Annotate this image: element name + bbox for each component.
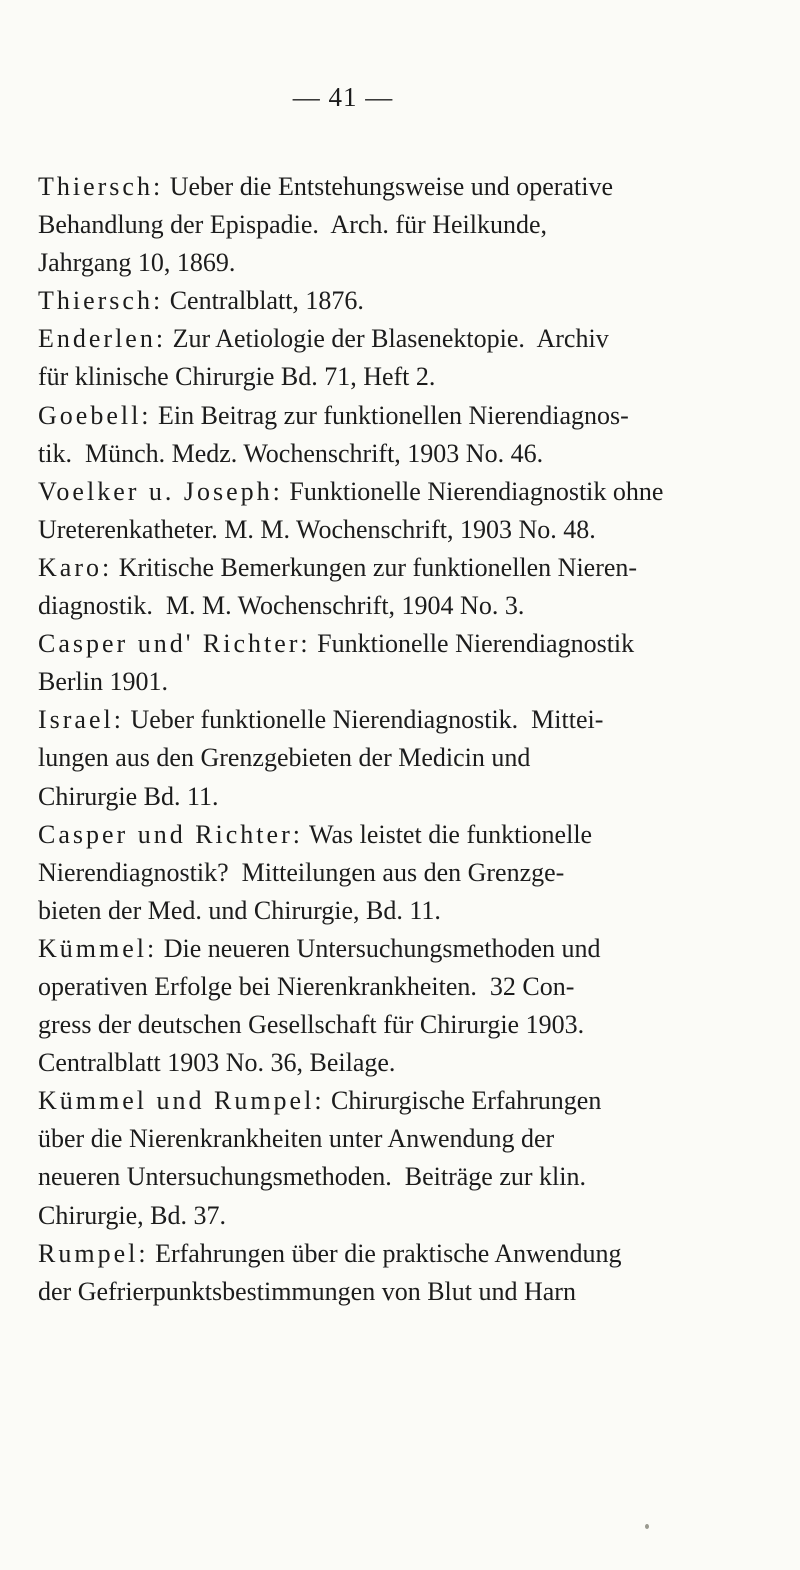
reference-entry	[38, 168, 698, 282]
reference-text: für klinische Chirurgie Bd. 71, Heft 2.	[38, 362, 436, 392]
reference-text: über die Nierenkrankheiten unter Anwendung der	[38, 1124, 555, 1154]
reference-line	[38, 282, 698, 320]
reference-line	[38, 930, 698, 968]
reference-text: Was leistet die funktionelle	[302, 819, 593, 849]
reference-line	[38, 816, 698, 854]
reference-text: Chirurgie Bd. 11.	[38, 781, 219, 811]
reference-text: Ueber die Entstehungsweise und operative	[163, 172, 613, 201]
reference-author: Kümmel und Rumpel:	[38, 1086, 325, 1116]
reference-author: Israel:	[38, 705, 124, 735]
reference-line	[38, 1044, 698, 1082]
reference-text: lungen aus den Grenzgebieten der Medicin und	[38, 743, 531, 773]
reference-entry	[38, 816, 698, 930]
reference-text: Ureterenkatheter. M. M. Wochenschrift, 1903 No. 48.	[38, 514, 596, 544]
reference-entry	[38, 397, 698, 473]
reference-line	[38, 473, 698, 511]
reference-line	[38, 435, 698, 473]
reference-entry	[38, 1082, 698, 1234]
reference-text: Die neueren Untersuchungsmethoden und	[157, 933, 601, 963]
reference-text: Nierendiagnostik? Mitteilungen aus den Grenzge-	[38, 857, 565, 887]
reference-entry	[38, 701, 698, 815]
reference-line	[38, 968, 698, 1006]
reference-line	[38, 397, 698, 435]
reference-line	[38, 1120, 698, 1158]
reference-author: Kümmel:	[38, 933, 158, 963]
reference-line	[38, 778, 698, 816]
reference-text: tik. Münch. Medz. Wochenschrift, 1903 No. 46.	[38, 438, 544, 468]
reference-author: Casper und' Richter:	[38, 629, 311, 659]
reference-text: Ein Beitrag zur funktionellen Nierendiagnos-	[151, 400, 629, 430]
reference-text: diagnostik. M. M. Wochenschrift, 1904 No. 3.	[38, 591, 525, 621]
reference-line	[38, 1273, 698, 1311]
reference-line	[38, 206, 698, 244]
reference-line	[38, 739, 698, 777]
reference-entry	[38, 282, 698, 320]
reference-line	[38, 320, 698, 358]
reference-entry	[38, 1235, 698, 1311]
reference-author: Rumpel:	[38, 1238, 149, 1268]
reference-text: Centralblatt 1903 No. 36, Beilage.	[38, 1048, 396, 1078]
reference-line	[38, 1006, 698, 1044]
reference-text: gress der deutschen Gesellschaft für Chirurgie 1903.	[38, 1010, 585, 1040]
reference-line	[38, 1235, 698, 1273]
reference-line	[38, 549, 698, 587]
reference-text: Chirurgische Erfahrungen	[324, 1086, 602, 1116]
reference-text: operativen Erfolge bei Nierenkrankheiten. 32 Con-	[38, 971, 575, 1001]
reference-line	[38, 1197, 698, 1235]
reference-line	[38, 587, 698, 625]
reference-text: Ueber funktionelle Nierendiagnostik. Mittei-	[123, 705, 604, 735]
reference-text: neueren Untersuchungsmethoden. Beiträge zur klin.	[38, 1162, 586, 1192]
reference-author: Thiersch:	[38, 286, 164, 316]
reference-line	[38, 358, 698, 396]
reference-line	[38, 511, 698, 549]
reference-author: Enderlen:	[38, 324, 167, 354]
reference-text: Behandlung der Epispadie. Arch. für Heilkunde,	[38, 210, 548, 240]
reference-line	[38, 625, 698, 663]
reference-line	[38, 892, 698, 930]
reference-line	[38, 663, 698, 701]
reference-author: Casper und Richter:	[38, 819, 303, 849]
reference-line	[38, 168, 698, 206]
paper-speck	[645, 1524, 649, 1529]
reference-author: Karo:	[38, 552, 113, 582]
reference-entry	[38, 625, 698, 701]
reference-list	[38, 168, 698, 1311]
reference-line	[38, 854, 698, 892]
reference-text: Berlin 1901.	[38, 667, 168, 697]
reference-line	[38, 701, 698, 739]
reference-text: bieten der Med. und Chirurgie, Bd. 11.	[38, 895, 441, 925]
reference-entry	[38, 320, 698, 396]
reference-text: Jahrgang 10, 1869.	[38, 248, 236, 278]
reference-text: Chirurgie, Bd. 37.	[38, 1200, 227, 1230]
reference-text: Erfahrungen über die praktische Anwendung	[148, 1238, 622, 1268]
reference-line	[38, 1082, 698, 1120]
reference-entry	[38, 473, 698, 549]
reference-text: Funktionelle Nierendiagnostik	[310, 629, 635, 659]
reference-author: Goebell:	[38, 400, 152, 430]
reference-author: Thiersch:	[38, 172, 164, 201]
reference-entry	[38, 930, 698, 1082]
reference-entry	[38, 549, 698, 625]
reference-text: Zur Aetiologie der Blasenektopie. Archiv	[166, 324, 609, 354]
reference-text: Kritische Bemerkungen zur funktionellen Nieren-	[112, 552, 638, 582]
reference-line	[38, 1158, 698, 1196]
page-number: — 41 —	[292, 82, 394, 112]
reference-author: Voelker u. Joseph:	[38, 476, 283, 506]
reference-text: Funktionelle Nierendiagnostik ohne	[282, 476, 664, 506]
reference-text: Centralblatt, 1876.	[163, 286, 364, 316]
reference-text: der Gefrierpunktsbestimmungen von Blut und Harn	[38, 1276, 576, 1306]
reference-line	[38, 244, 698, 282]
